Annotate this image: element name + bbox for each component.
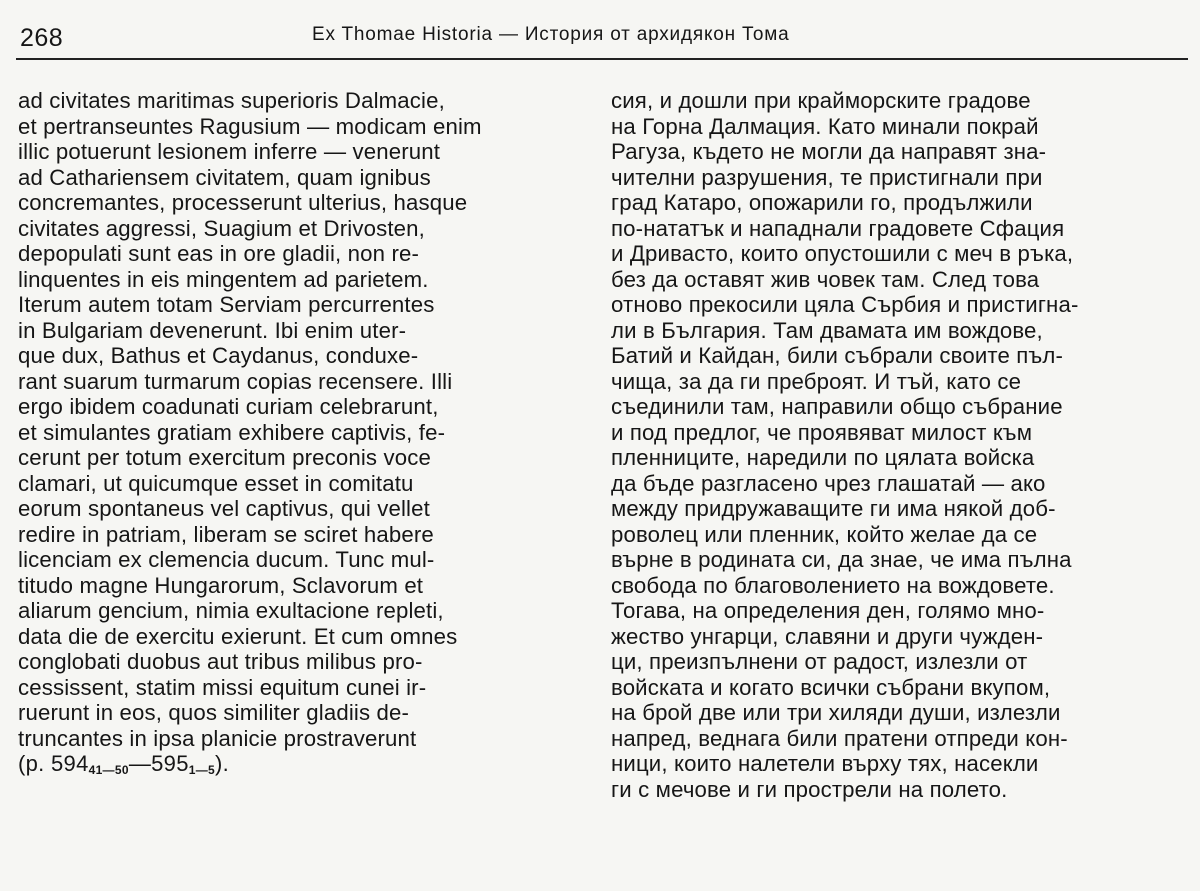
bulgarian-text-line: по-нататък и нападнали градовете Сфация bbox=[611, 215, 1065, 241]
latin-text-line: concremantes, processerunt ulterius, hasque bbox=[18, 190, 468, 215]
bulgarian-text-line: между придружаващите ги има някой доб- bbox=[611, 496, 1056, 521]
latin-text-line: cessissent, statim missi equitum cunei ir- bbox=[18, 674, 427, 700]
bulgarian-text-line: пленниците, наредили по цялата войска bbox=[611, 445, 1035, 470]
bulgarian-text-line: чителни разрушения, те пристигнали при bbox=[611, 164, 1043, 190]
latin-text-line: civitates aggressi, Suagium et Drivosten, bbox=[18, 215, 425, 241]
latin-text-line: redire in patriam, liberam se sciret habere bbox=[18, 521, 434, 547]
latin-text-line: in Bulgariam devenerunt. Ibi enim uter- bbox=[18, 317, 407, 343]
bulgarian-text-line: жество унгарци, славяни и други чужден- bbox=[611, 623, 1044, 649]
reference-page-b: 595 bbox=[151, 751, 189, 776]
bulgarian-text-line: да бъде разгласено чрез глашатай — ако bbox=[611, 470, 1046, 496]
bulgarian-text-line: съединили там, направили общо събрание bbox=[611, 394, 1063, 419]
latin-text-line: eorum spontaneus vel captivus, qui vellet bbox=[18, 496, 430, 521]
reference-range-a: 41—50 bbox=[88, 763, 129, 777]
reference-suffix: ). bbox=[214, 751, 230, 776]
reference-prefix: (p. bbox=[18, 751, 51, 776]
latin-text-line: aliarum gencium, nimia exultacione repleti, bbox=[18, 598, 444, 623]
bulgarian-text-line: напред, веднага били пратени отпреди кон- bbox=[611, 725, 1068, 751]
bulgarian-text-line: свобода по благоволението на вождовете. bbox=[611, 572, 1055, 598]
latin-text-line: et simulantes gratiam exhibere captivis, fe- bbox=[18, 419, 446, 445]
bulgarian-text-line: роволец или пленник, който желае да се bbox=[611, 521, 1038, 547]
latin-text-line: ad civitates maritimas superioris Dalmacie, bbox=[18, 88, 445, 113]
reference-range-b: 1—5 bbox=[188, 763, 215, 777]
latin-text-line: data die de exercitu exierunt. Et cum omnes bbox=[18, 623, 458, 649]
bulgarian-text-line: ци, преизпълнени от радост, излезли от bbox=[611, 649, 1028, 674]
bulgarian-text-line: на Горна Далмация. Като минали покрай bbox=[611, 113, 1039, 139]
bulgarian-text-line: град Катаро, опожарили го, продължили bbox=[611, 190, 1033, 215]
latin-text-line: ad Cathariensem civitatem, quam ignibus bbox=[18, 164, 431, 190]
latin-text-line: ruerunt in eos, quos similiter gladiis de- bbox=[18, 700, 410, 725]
latin-text-line: clamari, ut quicumque esset in comitatu bbox=[18, 470, 414, 496]
bulgarian-text-line: на брой две или три хиляди души, излезли bbox=[611, 700, 1061, 725]
bulgarian-text-line: върне в родината си, да знае, че има пълна bbox=[611, 547, 1072, 572]
latin-text-line: illic potuerunt lesionem inferre — venerunt bbox=[18, 139, 441, 164]
bulgarian-text-line: чища, за да ги преброят. И тъй, като се bbox=[611, 368, 1022, 394]
bulgarian-text-line: без да оставят жив човек там. След това bbox=[611, 266, 1040, 292]
page-header bbox=[16, 20, 1188, 60]
latin-text-line: truncantes in ipsa planicie prostraverunt bbox=[18, 725, 417, 751]
bulgarian-text-line: и под предлог, че проявяват милост към bbox=[611, 419, 1033, 445]
latin-text-line: Iterum autem totam Serviam percurrentes bbox=[18, 292, 435, 317]
bulgarian-translation-column bbox=[611, 88, 1191, 802]
page-number: 268 bbox=[20, 24, 64, 52]
page-reference bbox=[18, 751, 582, 777]
latin-text-line: que dux, Bathus et Caydanus, conduxe- bbox=[18, 343, 419, 368]
running-title: Ex Thomae Historia — История от архидякон Тома bbox=[312, 24, 790, 45]
latin-text-column bbox=[18, 88, 582, 777]
latin-text-line: linquentes in eis mingentem ad parietem. bbox=[18, 266, 429, 292]
bulgarian-text-line: ги с мечове и ги прострели на полето. bbox=[611, 776, 1008, 802]
latin-text-line: et pertranseuntes Ragusium — modicam enim bbox=[18, 113, 482, 139]
latin-text-line: conglobati duobus aut tribus milibus pro- bbox=[18, 649, 423, 674]
bulgarian-text-line: Тогава, на определения ден, голямо мно- bbox=[611, 598, 1045, 623]
bulgarian-text-line: Рагуза, където не могли да направят зна- bbox=[611, 139, 1047, 164]
latin-text-line: licenciam ex clemencia ducum. Tunc mul- bbox=[18, 547, 435, 572]
latin-text-line: rant suarum turmarum copias recensere. Illi bbox=[18, 368, 453, 394]
bulgarian-text-line: войската и когато всички събрани вкупом, bbox=[611, 674, 1051, 700]
latin-text-line: cerunt per totum exercitum preconis voce bbox=[18, 445, 431, 470]
latin-text-line: ergo ibidem coadunati curiam celebrarunt, bbox=[18, 394, 439, 419]
reference-page-a: 594 bbox=[51, 751, 89, 776]
bulgarian-text-line: ли в България. Там двамата им вождове, bbox=[611, 317, 1043, 343]
bulgarian-text-line: отново прекосили цяла Сърбия и пристигна- bbox=[611, 292, 1079, 317]
bulgarian-text-line: и Дривасто, които опустошили с меч в ръка, bbox=[611, 241, 1074, 266]
latin-text-line: titudo magne Hungarorum, Sclavorum et bbox=[18, 572, 424, 598]
reference-dash: — bbox=[128, 751, 152, 776]
bulgarian-text-line: Батий и Кайдан, били събрали своите пъл- bbox=[611, 343, 1064, 368]
bulgarian-text-line: ници, които налетели върху тях, насекли bbox=[611, 751, 1039, 776]
bulgarian-text-line: сия, и дошли при крайморските градове bbox=[611, 88, 1031, 113]
latin-text-line: depopulati sunt eas in ore gladii, non re- bbox=[18, 241, 420, 266]
